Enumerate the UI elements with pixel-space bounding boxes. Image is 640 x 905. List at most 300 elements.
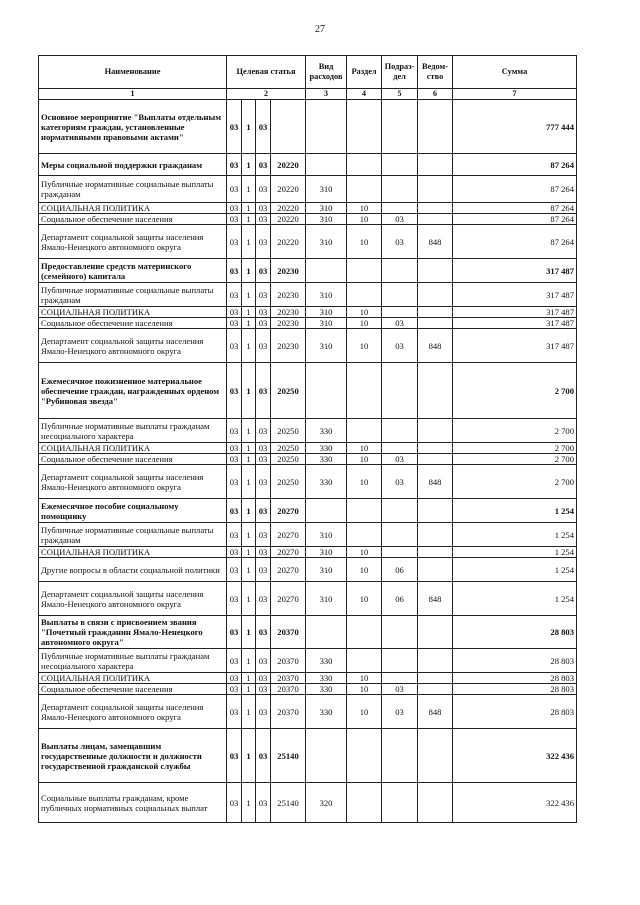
row-sum: 777 444 (453, 100, 577, 154)
vid-code: 330 (306, 673, 347, 684)
podrazdel-code (382, 100, 418, 154)
table-row (39, 558, 577, 582)
target-code-2: 1 (242, 329, 256, 363)
target-code-1: 03 (227, 259, 242, 283)
target-code-3: 03 (256, 100, 271, 154)
target-code-1: 03 (227, 673, 242, 684)
row-name: Публичные нормативные выплаты гражданам несоциального характера (39, 419, 227, 443)
vid-code: 330 (306, 465, 347, 499)
target-code-1: 03 (227, 499, 242, 523)
row-sum: 317 487 (453, 318, 577, 329)
vid-code: 310 (306, 203, 347, 214)
vedomstvo-code (418, 100, 453, 154)
target-code-4: 20230 (271, 283, 306, 307)
row-sum: 317 487 (453, 307, 577, 318)
target-code-3: 03 (256, 176, 271, 203)
target-code-1: 03 (227, 100, 242, 154)
target-code-4: 20270 (271, 547, 306, 558)
target-code-2: 1 (242, 582, 256, 616)
row-sum: 1 254 (453, 499, 577, 523)
target-code-4: 25140 (271, 783, 306, 823)
vid-code (306, 729, 347, 783)
target-code-1: 03 (227, 783, 242, 823)
row-name: Предоставление средств материнского (семейного) капитала (39, 259, 227, 283)
header-vid: Вид расходов (306, 56, 347, 89)
vedomstvo-code (418, 203, 453, 214)
target-code-2: 1 (242, 695, 256, 729)
target-code-1: 03 (227, 729, 242, 783)
target-code-4: 20270 (271, 558, 306, 582)
vid-code: 330 (306, 443, 347, 454)
razdel-code: 10 (347, 684, 382, 695)
podrazdel-code (382, 307, 418, 318)
podrazdel-code (382, 616, 418, 649)
table-row (39, 454, 577, 465)
vedomstvo-code (418, 318, 453, 329)
table-row (39, 225, 577, 259)
row-name: Меры социальной поддержки гражданам (39, 154, 227, 176)
table-row (39, 783, 577, 823)
target-code-3: 03 (256, 259, 271, 283)
vedomstvo-code (418, 176, 453, 203)
row-name: Департамент социальной защиты населения Ямало-Ненецкого автономного округа (39, 465, 227, 499)
table-row (39, 695, 577, 729)
table-row (39, 582, 577, 616)
column-number: 1 (39, 89, 227, 100)
row-name: Выплаты лицам, замещавшим государственные должности и должности государственной гражданской службы (39, 729, 227, 783)
vid-code: 310 (306, 523, 347, 547)
vedomstvo-code (418, 363, 453, 419)
target-code-4: 20370 (271, 695, 306, 729)
target-code-4: 20250 (271, 465, 306, 499)
target-code-4: 20250 (271, 443, 306, 454)
target-code-4: 20220 (271, 203, 306, 214)
target-code-3: 03 (256, 363, 271, 419)
vedomstvo-code (418, 783, 453, 823)
vid-code: 310 (306, 558, 347, 582)
target-code-1: 03 (227, 684, 242, 695)
podrazdel-code: 03 (382, 695, 418, 729)
target-code-2: 1 (242, 176, 256, 203)
razdel-code (347, 523, 382, 547)
target-code-2: 1 (242, 283, 256, 307)
row-sum: 87 264 (453, 176, 577, 203)
vid-code (306, 154, 347, 176)
target-code-2: 1 (242, 673, 256, 684)
table-row (39, 684, 577, 695)
target-code-3: 03 (256, 154, 271, 176)
target-code-2: 1 (242, 649, 256, 673)
podrazdel-code (382, 649, 418, 673)
target-code-1: 03 (227, 203, 242, 214)
row-sum: 28 803 (453, 695, 577, 729)
target-code-4: 20250 (271, 419, 306, 443)
target-code-1: 03 (227, 695, 242, 729)
target-code-2: 1 (242, 203, 256, 214)
podrazdel-code (382, 419, 418, 443)
target-code-3: 03 (256, 203, 271, 214)
target-code-1: 03 (227, 419, 242, 443)
table-row (39, 673, 577, 684)
vedomstvo-code (418, 214, 453, 225)
target-code-4: 20220 (271, 154, 306, 176)
razdel-code (347, 499, 382, 523)
target-code-4: 20230 (271, 318, 306, 329)
target-code-2: 1 (242, 547, 256, 558)
podrazdel-code (382, 363, 418, 419)
table-row (39, 523, 577, 547)
table-row (39, 616, 577, 649)
target-code-4: 20370 (271, 649, 306, 673)
table-row (39, 363, 577, 419)
row-sum: 1 254 (453, 558, 577, 582)
target-code-3: 03 (256, 225, 271, 259)
razdel-code (347, 176, 382, 203)
vedomstvo-code (418, 307, 453, 318)
target-code-2: 1 (242, 499, 256, 523)
razdel-code: 10 (347, 225, 382, 259)
vid-code: 330 (306, 419, 347, 443)
target-code-2: 1 (242, 684, 256, 695)
razdel-code: 10 (347, 558, 382, 582)
vedomstvo-code (418, 523, 453, 547)
vedomstvo-code: 848 (418, 329, 453, 363)
row-sum: 2 700 (453, 443, 577, 454)
podrazdel-code (382, 729, 418, 783)
target-code-1: 03 (227, 649, 242, 673)
vid-code: 330 (306, 684, 347, 695)
vedomstvo-code (418, 558, 453, 582)
target-code-3: 03 (256, 329, 271, 363)
podrazdel-code: 03 (382, 214, 418, 225)
row-name: Социальное обеспечение населения (39, 684, 227, 695)
target-code-4: 20270 (271, 523, 306, 547)
page-number: 27 (315, 24, 325, 35)
table-row (39, 318, 577, 329)
podrazdel-code (382, 523, 418, 547)
vedomstvo-code (418, 283, 453, 307)
razdel-code (347, 649, 382, 673)
podrazdel-code (382, 259, 418, 283)
vedomstvo-code (418, 259, 453, 283)
razdel-code (347, 100, 382, 154)
row-sum: 317 487 (453, 283, 577, 307)
target-code-1: 03 (227, 329, 242, 363)
table-row (39, 499, 577, 523)
row-sum: 87 264 (453, 225, 577, 259)
target-code-4: 20250 (271, 454, 306, 465)
table-row (39, 547, 577, 558)
vedomstvo-code: 848 (418, 582, 453, 616)
target-code-2: 1 (242, 465, 256, 499)
row-name: СОЦИАЛЬНАЯ ПОЛИТИКА (39, 307, 227, 318)
row-sum: 28 803 (453, 649, 577, 673)
target-code-2: 1 (242, 214, 256, 225)
header-podrazdel: Подраз-дел (382, 56, 418, 89)
target-code-1: 03 (227, 465, 242, 499)
target-code-2: 1 (242, 443, 256, 454)
target-code-1: 03 (227, 214, 242, 225)
target-code-4: 20370 (271, 684, 306, 695)
vedomstvo-code (418, 499, 453, 523)
vedomstvo-code (418, 154, 453, 176)
target-code-4: 20220 (271, 214, 306, 225)
row-name: Департамент социальной защиты населения Ямало-Ненецкого автономного округа (39, 225, 227, 259)
vedomstvo-code (418, 649, 453, 673)
row-name: Социальное обеспечение населения (39, 214, 227, 225)
column-number: 6 (418, 89, 453, 100)
target-code-2: 1 (242, 307, 256, 318)
razdel-code (347, 729, 382, 783)
target-code-2: 1 (242, 419, 256, 443)
razdel-code: 10 (347, 203, 382, 214)
target-code-4 (271, 100, 306, 154)
header-summa: Сумма (453, 56, 577, 89)
table-row (39, 283, 577, 307)
vid-code: 310 (306, 307, 347, 318)
podrazdel-code: 03 (382, 465, 418, 499)
target-code-4: 20230 (271, 329, 306, 363)
target-code-2: 1 (242, 363, 256, 419)
razdel-code (347, 616, 382, 649)
podrazdel-code: 03 (382, 684, 418, 695)
target-code-3: 03 (256, 729, 271, 783)
razdel-code: 10 (347, 307, 382, 318)
target-code-2: 1 (242, 259, 256, 283)
razdel-code: 10 (347, 454, 382, 465)
vid-code: 310 (306, 329, 347, 363)
header-target: Целевая статья (227, 56, 306, 89)
row-sum: 28 803 (453, 684, 577, 695)
row-name: Департамент социальной защиты населения Ямало-Ненецкого автономного округа (39, 695, 227, 729)
target-code-4: 20220 (271, 176, 306, 203)
vedomstvo-code (418, 547, 453, 558)
vid-code (306, 259, 347, 283)
podrazdel-code (382, 176, 418, 203)
row-sum: 2 700 (453, 363, 577, 419)
vid-code: 310 (306, 283, 347, 307)
vid-code: 310 (306, 225, 347, 259)
vid-code: 310 (306, 176, 347, 203)
razdel-code: 10 (347, 582, 382, 616)
target-code-2: 1 (242, 523, 256, 547)
razdel-code: 10 (347, 318, 382, 329)
row-sum: 87 264 (453, 154, 577, 176)
row-sum: 2 700 (453, 454, 577, 465)
table-row (39, 259, 577, 283)
row-name: Ежемесячное пожизненное материальное обеспечение граждан, награжденных орденом "Рубиновая звезда" (39, 363, 227, 419)
row-name: Публичные нормативные социальные выплаты гражданам (39, 523, 227, 547)
header-row (39, 56, 577, 89)
razdel-code: 10 (347, 695, 382, 729)
target-code-1: 03 (227, 582, 242, 616)
vid-code: 320 (306, 783, 347, 823)
razdel-code (347, 783, 382, 823)
target-code-1: 03 (227, 523, 242, 547)
header-razdel: Раздел (347, 56, 382, 89)
target-code-2: 1 (242, 616, 256, 649)
target-code-3: 03 (256, 454, 271, 465)
podrazdel-code: 03 (382, 329, 418, 363)
row-name: Публичные нормативные социальные выплаты гражданам (39, 176, 227, 203)
vedomstvo-code (418, 443, 453, 454)
table-row (39, 214, 577, 225)
podrazdel-code (382, 443, 418, 454)
row-sum: 28 803 (453, 673, 577, 684)
header-vedomstvo: Ведом-ство (418, 56, 453, 89)
podrazdel-code: 06 (382, 582, 418, 616)
vid-code: 310 (306, 582, 347, 616)
row-name: СОЦИАЛЬНАЯ ПОЛИТИКА (39, 203, 227, 214)
razdel-code (347, 283, 382, 307)
table-row (39, 329, 577, 363)
table-row (39, 729, 577, 783)
target-code-4: 20230 (271, 259, 306, 283)
podrazdel-code (382, 283, 418, 307)
header-name: Наименование (39, 56, 227, 89)
vid-code (306, 363, 347, 419)
podrazdel-code (382, 673, 418, 684)
vedomstvo-code (418, 419, 453, 443)
target-code-1: 03 (227, 363, 242, 419)
row-sum: 28 803 (453, 616, 577, 649)
target-code-2: 1 (242, 729, 256, 783)
target-code-3: 03 (256, 307, 271, 318)
row-sum: 87 264 (453, 214, 577, 225)
vid-code (306, 616, 347, 649)
row-name: Департамент социальной защиты населения Ямало-Ненецкого автономного округа (39, 582, 227, 616)
podrazdel-code: 03 (382, 318, 418, 329)
column-number: 7 (453, 89, 577, 100)
target-code-4: 20220 (271, 225, 306, 259)
vid-code: 310 (306, 547, 347, 558)
target-code-4: 20230 (271, 307, 306, 318)
podrazdel-code: 03 (382, 454, 418, 465)
row-sum: 322 436 (453, 729, 577, 783)
row-sum: 317 487 (453, 329, 577, 363)
razdel-code (347, 419, 382, 443)
vedomstvo-code: 848 (418, 695, 453, 729)
target-code-4: 20270 (271, 499, 306, 523)
target-code-4: 25140 (271, 729, 306, 783)
table-row (39, 100, 577, 154)
row-sum: 87 264 (453, 203, 577, 214)
table-row (39, 176, 577, 203)
row-name: Социальные выплаты гражданам, кроме публичных нормативных социальных выплат (39, 783, 227, 823)
table-row (39, 203, 577, 214)
row-sum: 1 254 (453, 523, 577, 547)
target-code-2: 1 (242, 100, 256, 154)
target-code-1: 03 (227, 307, 242, 318)
target-code-1: 03 (227, 454, 242, 465)
target-code-3: 03 (256, 649, 271, 673)
podrazdel-code (382, 154, 418, 176)
target-code-3: 03 (256, 547, 271, 558)
target-code-2: 1 (242, 154, 256, 176)
row-name: Социальное обеспечение населения (39, 318, 227, 329)
target-code-1: 03 (227, 318, 242, 329)
target-code-4: 20270 (271, 582, 306, 616)
target-code-3: 03 (256, 499, 271, 523)
vid-code: 330 (306, 649, 347, 673)
vedomstvo-code: 848 (418, 465, 453, 499)
row-name: СОЦИАЛЬНАЯ ПОЛИТИКА (39, 443, 227, 454)
target-code-3: 03 (256, 616, 271, 649)
target-code-3: 03 (256, 783, 271, 823)
target-code-3: 03 (256, 465, 271, 499)
row-sum: 1 254 (453, 582, 577, 616)
target-code-2: 1 (242, 318, 256, 329)
vid-code (306, 499, 347, 523)
target-code-3: 03 (256, 318, 271, 329)
row-name: СОЦИАЛЬНАЯ ПОЛИТИКА (39, 673, 227, 684)
vedomstvo-code (418, 684, 453, 695)
target-code-3: 03 (256, 582, 271, 616)
podrazdel-code: 06 (382, 558, 418, 582)
podrazdel-code (382, 783, 418, 823)
target-code-2: 1 (242, 783, 256, 823)
column-number-row (39, 89, 577, 100)
target-code-2: 1 (242, 225, 256, 259)
table-row (39, 649, 577, 673)
row-name: Публичные нормативные социальные выплаты гражданам (39, 283, 227, 307)
vid-code: 310 (306, 318, 347, 329)
target-code-1: 03 (227, 558, 242, 582)
razdel-code (347, 154, 382, 176)
row-name: Ежемесячное пособие социальному помощнику (39, 499, 227, 523)
razdel-code: 10 (347, 214, 382, 225)
row-sum: 1 254 (453, 547, 577, 558)
target-code-3: 03 (256, 684, 271, 695)
row-name: Публичные нормативные выплаты гражданам несоциального характера (39, 649, 227, 673)
column-number: 5 (382, 89, 418, 100)
target-code-3: 03 (256, 673, 271, 684)
table-row (39, 307, 577, 318)
razdel-code: 10 (347, 329, 382, 363)
razdel-code (347, 259, 382, 283)
row-name: Выплаты в связи с присвоением звания "Почетный гражданин Ямало-Ненецкого автономного округа" (39, 616, 227, 649)
razdel-code: 10 (347, 465, 382, 499)
column-number: 4 (347, 89, 382, 100)
target-code-2: 1 (242, 558, 256, 582)
row-name: Основное мероприятие "Выплаты отдельным категориям граждан, установленные нормативными правовыми актами" (39, 100, 227, 154)
razdel-code: 10 (347, 547, 382, 558)
vedomstvo-code (418, 616, 453, 649)
vedomstvo-code: 848 (418, 225, 453, 259)
row-name: Департамент социальной защиты населения Ямало-Ненецкого автономного округа (39, 329, 227, 363)
target-code-3: 03 (256, 523, 271, 547)
podrazdel-code (382, 499, 418, 523)
row-sum: 2 700 (453, 419, 577, 443)
row-name: Социальное обеспечение населения (39, 454, 227, 465)
target-code-4: 20370 (271, 673, 306, 684)
vid-code (306, 100, 347, 154)
razdel-code: 10 (347, 443, 382, 454)
razdel-code: 10 (347, 673, 382, 684)
row-sum: 2 700 (453, 465, 577, 499)
target-code-3: 03 (256, 558, 271, 582)
target-code-4: 20370 (271, 616, 306, 649)
target-code-3: 03 (256, 443, 271, 454)
table-row (39, 465, 577, 499)
table-row (39, 443, 577, 454)
vid-code: 310 (306, 214, 347, 225)
podrazdel-code: 03 (382, 225, 418, 259)
table-row (39, 419, 577, 443)
podrazdel-code (382, 547, 418, 558)
table-row (39, 154, 577, 176)
podrazdel-code (382, 203, 418, 214)
